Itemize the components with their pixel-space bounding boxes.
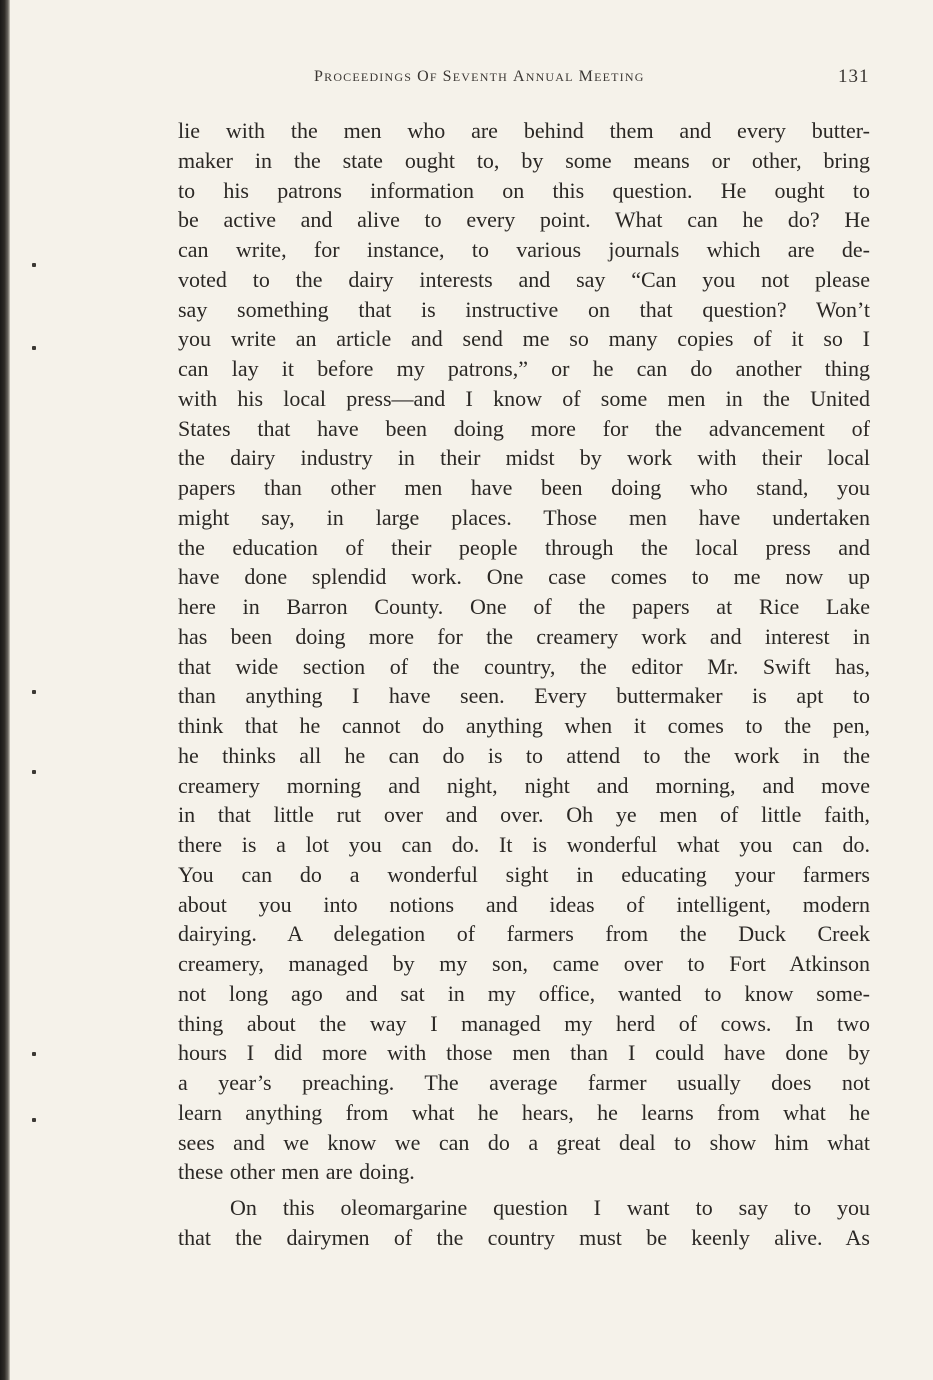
text-line: You can do a wonderful sight in educating your farmers [178,861,870,887]
text-line: can lay it before my patrons,” or he can do another thing [178,356,870,381]
text-line: the dairy industry in their midst by work with their local [178,445,870,471]
text-line: with his local press—and I know of some men in the United [178,385,870,411]
text-line: say something that is instructive on that question? Won’t [178,296,870,322]
text-line: the education of their people through the local press and [178,534,870,560]
running-head-text: PROCEEDINGS OF SEVENTH ANNUAL MEETING [314,68,645,85]
text-line: papers than other men have been doing who stand, you [178,475,870,500]
margin-speck [32,263,36,267]
text-line: dairying. A delegation of farmers from the Duck Creek [178,921,870,947]
text-line: a year’s preaching. The average farmer usually does not [178,1070,870,1095]
text-line: creamery morning and night, night and morning, and move [178,772,870,798]
margin-speck [32,690,36,694]
text-line: think that he cannot do anything when it comes to the pen, [178,713,870,738]
margin-speck [32,346,36,350]
text-line: learn anything from what he hears, he learns from what he [178,1099,870,1125]
text-line: On this oleomargarine question I want to say to you [230,1195,870,1220]
text-line: that the dairymen of the country must be keenly alive. As [178,1224,870,1250]
text-line: hours I did more with those men than I could have done by [178,1040,870,1066]
paragraph [178,116,870,1187]
margin-speck [32,1052,36,1056]
text-line: there is a lot you can do. It is wonderful what you can do. [178,832,870,857]
text-line: you write an article and send me so many copies of it so I [178,326,870,352]
text-line: than anything I have seen. Every buttermaker is apt to [178,683,870,709]
text-line: creamery, managed by my son, came over to Fort Atkinson [178,951,870,976]
paragraph [178,1193,870,1253]
text-line: has been doing more for the creamery work and interest in [178,623,870,649]
text-line: here in Barron County. One of the papers at Rice Lake [178,594,870,619]
text-line: sees and we know we can do a great deal to show him what [178,1129,870,1155]
running-head [314,68,645,86]
text-line: might say, in large places. Those men have undertaken [178,504,870,530]
text-line: that wide section of the country, the editor Mr. Swift has, [178,653,870,679]
text-line: to his patrons information on this question. He ought to [178,177,870,203]
text-line: voted to the dairy interests and say “Can you not please [178,266,870,292]
body-text [178,116,870,1253]
text-line: he thinks all he can do is to attend to the work in the [178,742,870,768]
text-line: can write, for instance, to various journals which are de- [178,237,870,262]
page-binding-edge [0,0,10,1380]
text-line: be active and alive to every point. What can he do? He [178,207,870,233]
margin-speck [32,1118,36,1122]
text-line: these other men are doing. [178,1159,415,1185]
text-line: in that little rut over and over. Oh ye men of little faith, [178,802,870,828]
text-line: States that have been doing more for the advancement of [178,415,870,441]
text-line: maker in the state ought to, by some means or other, bring [178,147,870,173]
text-line: about you into notions and ideas of intelligent, modern [178,891,870,917]
text-line: thing about the way I managed my herd of cows. In two [178,1010,870,1036]
text-line: not long ago and sat in my office, wanted to know some- [178,980,870,1006]
margin-speck [32,770,36,774]
page-number: 131 [838,66,870,87]
text-line: lie with the men who are behind them and every butter- [178,118,870,143]
text-line: have done splendid work. One case comes to me now up [178,564,870,590]
